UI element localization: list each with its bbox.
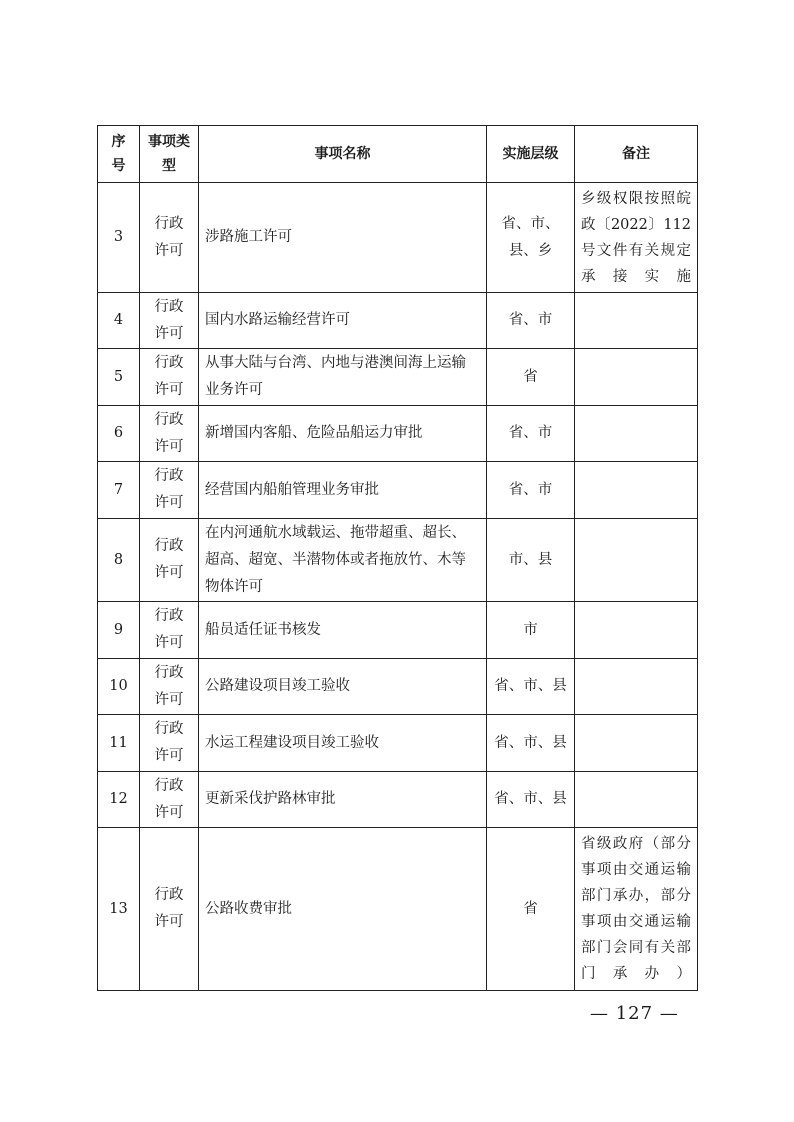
row-level: 省、市、县 <box>487 659 575 715</box>
row-name: 涉路施工许可 <box>199 183 487 293</box>
row-name: 公路收费审批 <box>199 828 487 991</box>
row-name: 从事大陆与台湾、内地与港澳间海上运输业务许可 <box>199 349 487 406</box>
row-type: 行政许可 <box>140 602 199 659</box>
row-name: 国内水路运输经营许可 <box>199 293 487 349</box>
permit-table <box>97 125 698 991</box>
row-seq: 13 <box>98 828 140 991</box>
row-type: 行政许可 <box>140 715 199 772</box>
header-type: 事项类型 <box>140 126 199 183</box>
table-row <box>98 659 698 715</box>
row-level: 省、市、县 <box>487 715 575 772</box>
row-level: 市 <box>487 602 575 659</box>
row-name: 经营国内船舶管理业务审批 <box>199 462 487 519</box>
row-remark <box>575 772 698 828</box>
table-header-row <box>98 126 698 183</box>
row-level: 省、市 <box>487 462 575 519</box>
table-row <box>98 462 698 519</box>
row-level: 省 <box>487 828 575 991</box>
row-seq: 9 <box>98 602 140 659</box>
row-seq: 6 <box>98 406 140 462</box>
header-seq: 序号 <box>98 126 140 183</box>
row-remark: 乡级权限按照皖政〔2022〕112号文件有关规定承接实施 <box>575 183 698 293</box>
row-type: 行政许可 <box>140 659 199 715</box>
row-name: 船员适任证书核发 <box>199 602 487 659</box>
row-name: 在内河通航水域载运、拖带超重、超长、超高、超宽、半潜物体或者拖放竹、木等物体许可 <box>199 519 487 602</box>
row-type: 行政许可 <box>140 183 199 293</box>
row-seq: 11 <box>98 715 140 772</box>
row-level: 市、县 <box>487 519 575 602</box>
row-remark <box>575 715 698 772</box>
row-name: 新增国内客船、危险品船运力审批 <box>199 406 487 462</box>
table-row <box>98 602 698 659</box>
table-row <box>98 293 698 349</box>
row-type: 行政许可 <box>140 406 199 462</box>
row-level: 省 <box>487 349 575 406</box>
row-seq: 7 <box>98 462 140 519</box>
row-seq: 3 <box>98 183 140 293</box>
row-seq: 12 <box>98 772 140 828</box>
table-row <box>98 715 698 772</box>
row-remark <box>575 519 698 602</box>
row-remark <box>575 462 698 519</box>
header-remark: 备注 <box>575 126 698 183</box>
table-row <box>98 406 698 462</box>
row-type: 行政许可 <box>140 828 199 991</box>
table-row <box>98 828 698 991</box>
row-level: 省、市 <box>487 293 575 349</box>
row-seq: 10 <box>98 659 140 715</box>
row-seq: 5 <box>98 349 140 406</box>
row-remark <box>575 293 698 349</box>
page-number: — 127 — <box>590 1003 679 1024</box>
table-row <box>98 772 698 828</box>
row-type: 行政许可 <box>140 519 199 602</box>
row-name: 更新采伐护路林审批 <box>199 772 487 828</box>
row-remark: 省级政府（部分事项由交通运输部门承办，部分事项由交通运输部门会同有关部门承办） <box>575 828 698 991</box>
table-row <box>98 183 698 293</box>
row-remark <box>575 406 698 462</box>
table-row <box>98 349 698 406</box>
header-level: 实施层级 <box>487 126 575 183</box>
row-type: 行政许可 <box>140 462 199 519</box>
row-seq: 4 <box>98 293 140 349</box>
row-name: 公路建设项目竣工验收 <box>199 659 487 715</box>
row-remark <box>575 602 698 659</box>
row-level: 省、市 <box>487 406 575 462</box>
table-row <box>98 519 698 602</box>
row-remark <box>575 349 698 406</box>
row-name: 水运工程建设项目竣工验收 <box>199 715 487 772</box>
row-type: 行政许可 <box>140 293 199 349</box>
header-name: 事项名称 <box>199 126 487 183</box>
row-remark <box>575 659 698 715</box>
row-type: 行政许可 <box>140 349 199 406</box>
row-level: 省、市、县 <box>487 772 575 828</box>
row-level: 省、市、县、乡 <box>487 183 575 293</box>
row-type: 行政许可 <box>140 772 199 828</box>
row-seq: 8 <box>98 519 140 602</box>
